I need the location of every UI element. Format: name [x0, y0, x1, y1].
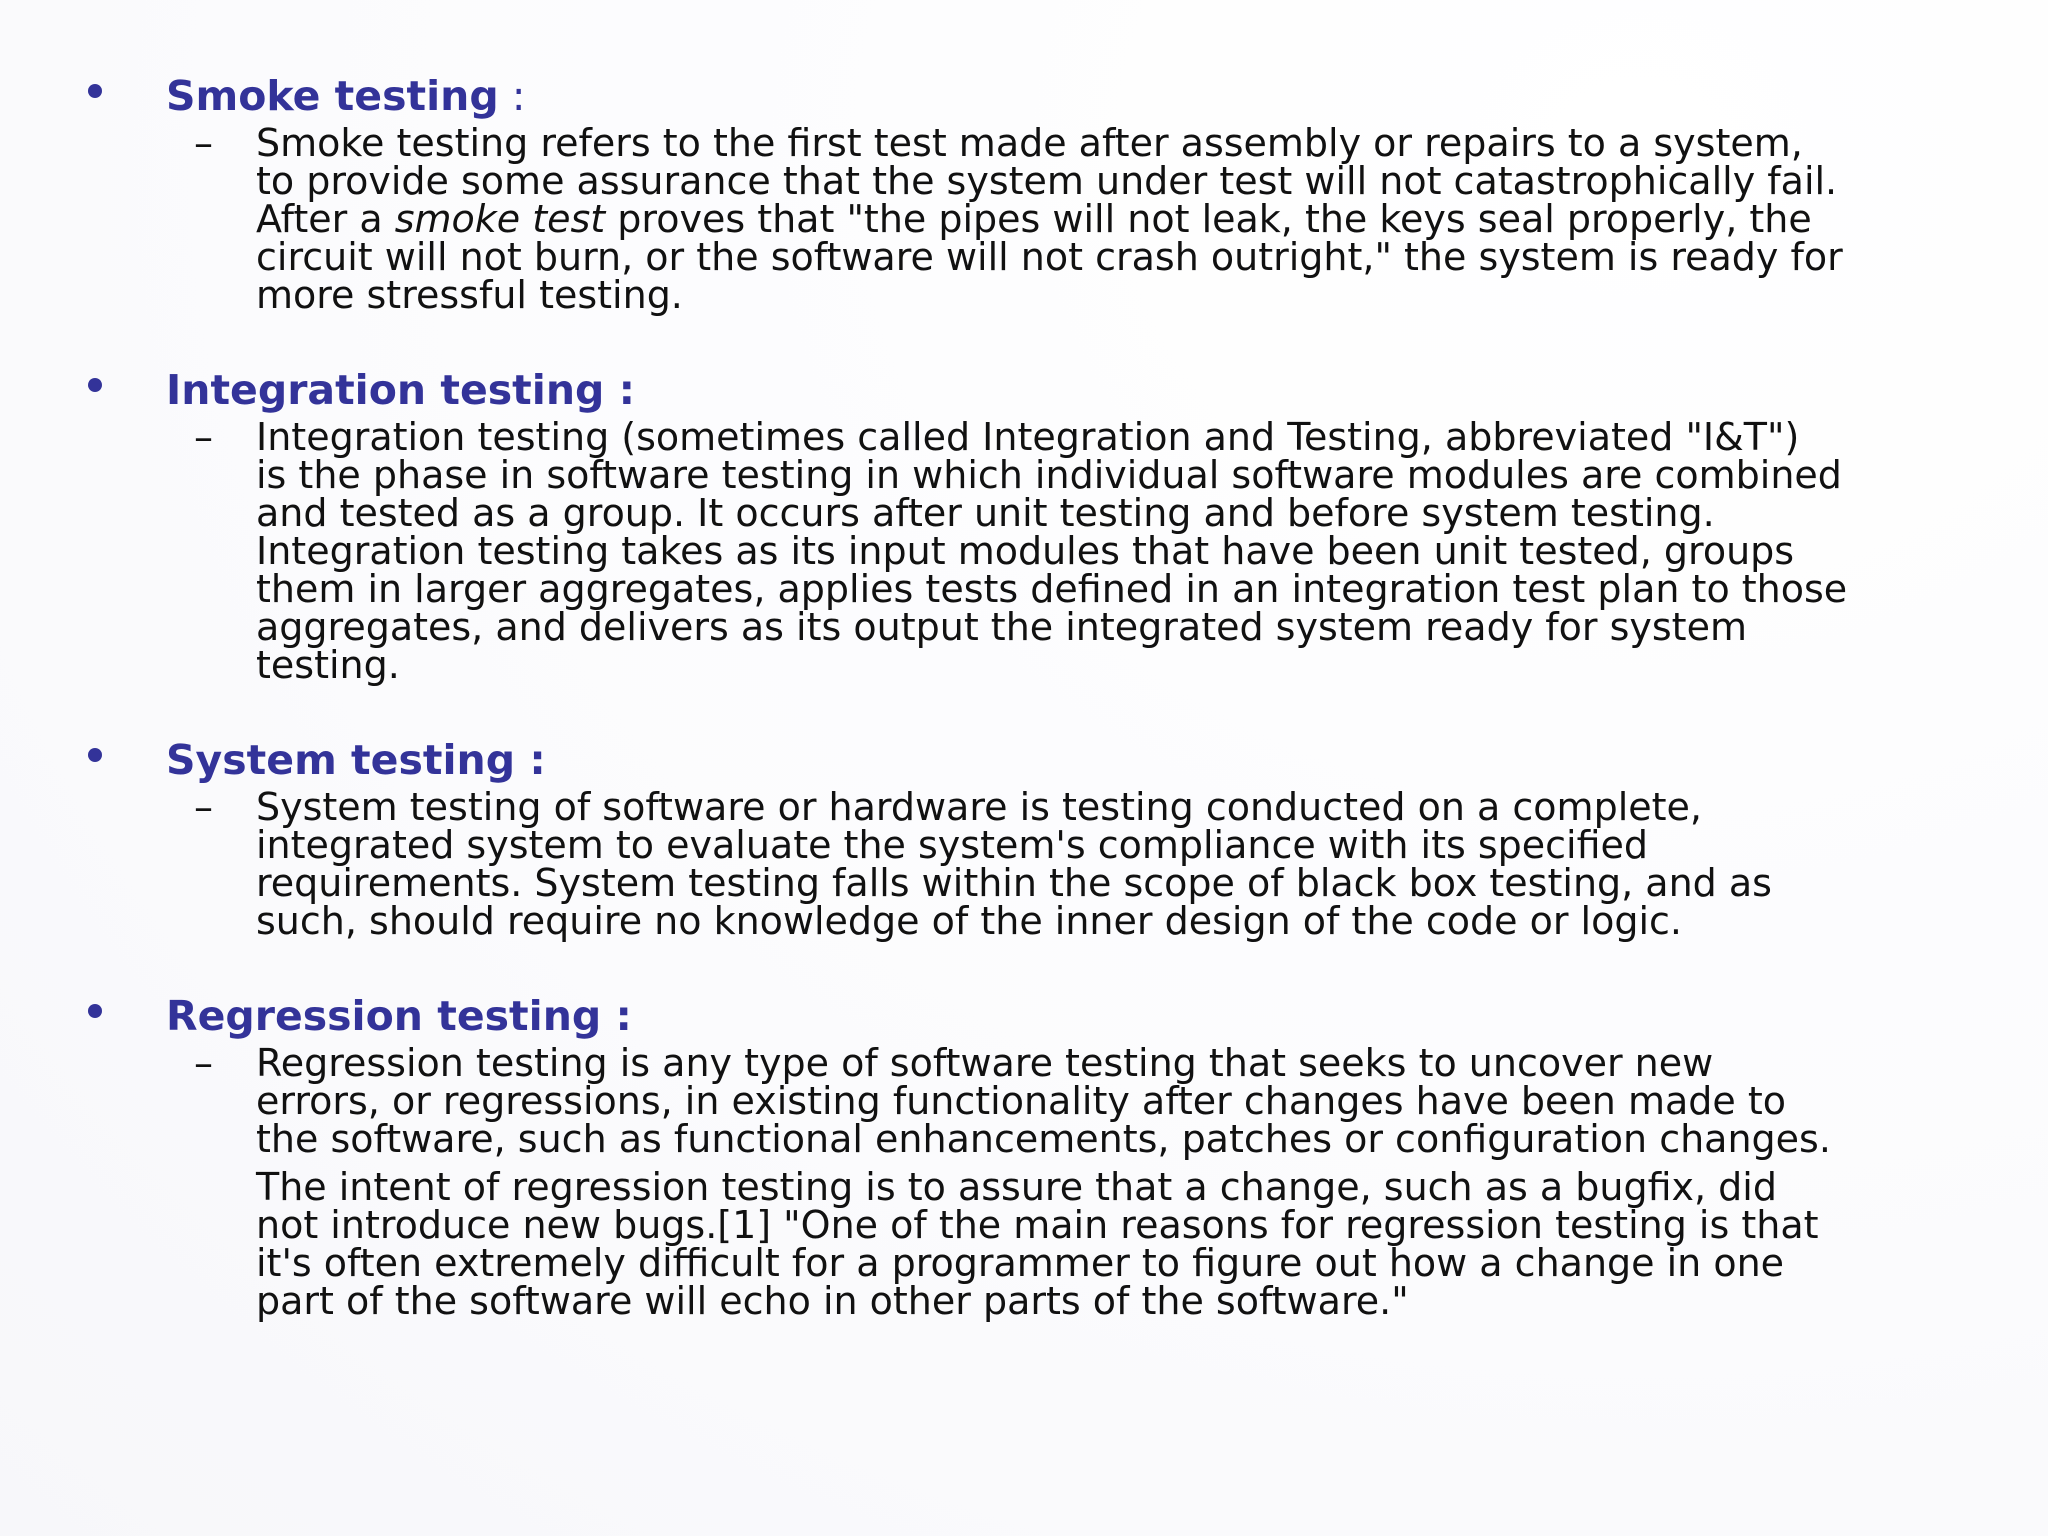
topic-description	[256, 121, 1956, 317]
dash-bullet-icon: –	[194, 1041, 213, 1085]
text-line: testing.	[256, 643, 400, 687]
italic-term: smoke test	[394, 197, 606, 241]
topic-description-continued	[256, 1165, 1956, 1323]
text-line: requirements. System testing falls within the scope of black box testing, and as	[256, 861, 1772, 905]
text-line	[256, 197, 1956, 241]
topic-system-testing	[0, 734, 2048, 943]
topic-description	[256, 785, 1956, 943]
topic-description	[256, 1041, 1956, 1161]
topic-integration-testing	[0, 364, 2048, 687]
topic-title: System testing :	[166, 736, 546, 784]
text-line: and tested as a group. It occurs after unit testing and before system testing.	[256, 491, 1715, 535]
text-line: System testing of software or hardware is testing conducted on a complete,	[256, 785, 1702, 829]
dash-bullet-icon: –	[194, 785, 213, 829]
topic-list	[0, 70, 2048, 1323]
text-line: more stressful testing.	[256, 273, 683, 317]
bullet-dot-icon	[88, 378, 102, 392]
topic-heading-row	[0, 70, 2048, 124]
text-line: to provide some assurance that the system under test will not catastrophically fail.	[256, 159, 1838, 203]
text-line: circuit will not burn, or the software will not crash outright," the system is ready for	[256, 235, 1843, 279]
sub-item	[0, 785, 2048, 943]
text-line: part of the software will echo in other parts of the software."	[256, 1279, 1409, 1323]
sub-item	[0, 121, 2048, 317]
sub-item	[0, 415, 2048, 687]
topic-description	[256, 415, 1956, 687]
text-line: Integration testing (sometimes called Integration and Testing, abbreviated "I&T")	[256, 415, 1800, 459]
topic-title: Regression testing :	[166, 992, 632, 1040]
topic-heading-row	[0, 364, 2048, 418]
bullet-dot-icon	[88, 84, 102, 98]
text-line: such, should require no knowledge of the inner design of the code or logic.	[256, 899, 1683, 943]
text-line: is the phase in software testing in which individual software modules are combined	[256, 453, 1842, 497]
sub-item	[0, 1041, 2048, 1323]
bullet-dot-icon	[88, 1004, 102, 1018]
topic-title-colon: :	[498, 72, 526, 120]
text-line: Smoke testing refers to the first test made after assembly or repairs to a system,	[256, 121, 1803, 165]
text-segment: proves that "the pipes will not leak, the keys seal properly, the	[605, 197, 1812, 241]
text-line: The intent of regression testing is to assure that a change, such as a bugfix, did	[256, 1165, 1777, 1209]
text-line: Regression testing is any type of software testing that seeks to uncover new	[256, 1041, 1714, 1085]
text-line: the software, such as functional enhancements, patches or configuration changes.	[256, 1117, 1831, 1161]
text-line: not introduce new bugs.[1] "One of the main reasons for regression testing is that	[256, 1203, 1819, 1247]
text-line: integrated system to evaluate the system's compliance with its specified	[256, 823, 1649, 867]
topic-regression-testing	[0, 990, 2048, 1323]
text-line: it's often extremely difficult for a programmer to figure out how a change in one	[256, 1241, 1785, 1285]
topic-title: Integration testing :	[166, 366, 636, 414]
topic-title	[166, 70, 526, 122]
text-line: them in larger aggregates, applies tests defined in an integration test plan to those	[256, 567, 1848, 611]
bullet-dot-icon	[88, 748, 102, 762]
text-line: aggregates, and delivers as its output the integrated system ready for system	[256, 605, 1747, 649]
topic-heading-row	[0, 734, 2048, 788]
topic-title-text: Smoke testing	[166, 72, 499, 120]
topic-heading-row	[0, 990, 2048, 1044]
dash-bullet-icon: –	[194, 121, 213, 165]
dash-bullet-icon: –	[194, 415, 213, 459]
text-segment: After a	[256, 197, 395, 241]
text-line: errors, or regressions, in existing functionality after changes have been made to	[256, 1079, 1787, 1123]
text-line: Integration testing takes as its input modules that have been unit tested, groups	[256, 529, 1795, 573]
topic-smoke-testing	[0, 70, 2048, 317]
